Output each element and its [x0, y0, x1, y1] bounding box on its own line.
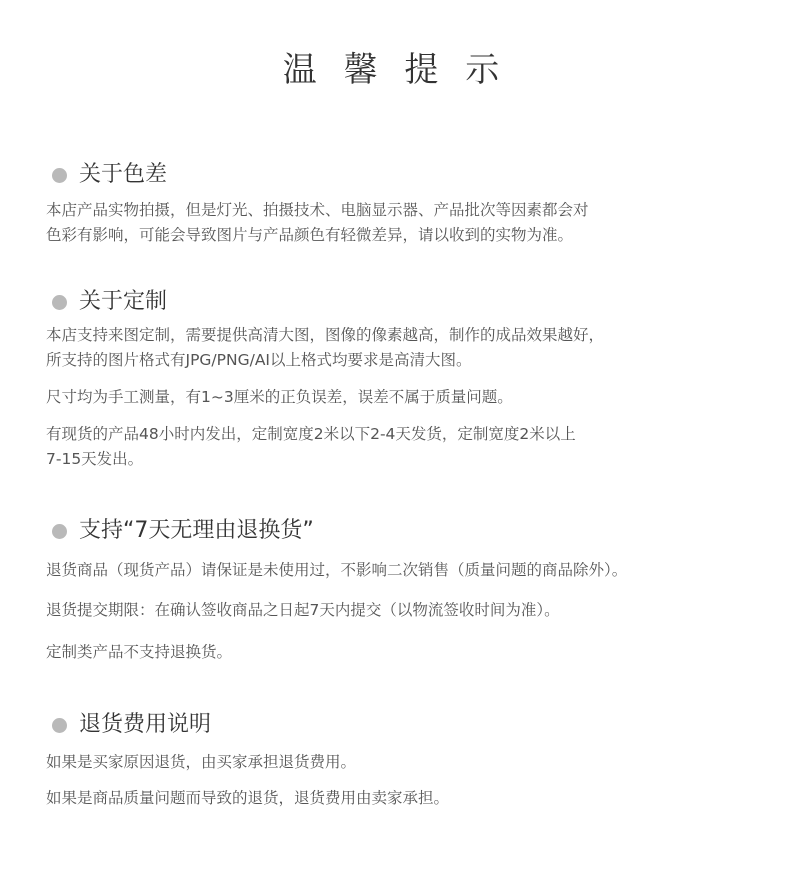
bullet-dot-icon [52, 295, 67, 310]
paragraph [46, 750, 356, 775]
heading-text: 支持“7天无理由退换货” [79, 518, 314, 543]
paragraph-line: 如果是买家原因退货，由买家承担退货费用。 [46, 753, 357, 771]
paragraph-line: 如果是商品质量问题而导致的退货，退货费用由卖家承担。 [46, 789, 450, 807]
paragraph-line: 有现货的产品48小时内发出，定制宽度2米以下2-4天发货，定制宽度2米以上 [46, 425, 576, 443]
paragraph [46, 598, 560, 623]
paragraph-line: 色彩有影响，可能会导致图片与产品颜色有轻微差异，请以收到的实物为准。 [46, 226, 574, 244]
paragraph [46, 323, 604, 373]
section-heading-customization [52, 287, 167, 317]
heading-text: 关于定制 [79, 289, 168, 314]
bullet-dot-icon [52, 718, 67, 733]
paragraph-line: 退货提交期限：在确认签收商品之日起7天内提交（以物流签收时间为准）。 [46, 601, 560, 619]
bullet-dot-icon [52, 168, 67, 183]
paragraph-line: 所支持的图片格式有JPG/PNG/AI以上格式均要求是高清大图。 [46, 351, 472, 369]
heading-text: 关于色差 [79, 162, 168, 187]
section-heading-return-fees [52, 710, 211, 740]
paragraph-line: 定制类产品不支持退换货。 [46, 643, 233, 661]
heading-text: 退货费用说明 [79, 712, 212, 737]
bullet-dot-icon [52, 524, 67, 539]
paragraph-line: 本店产品实物拍摄，但是灯光、拍摄技术、电脑显示器、产品批次等因素都会对 [46, 201, 589, 219]
paragraph [46, 558, 627, 583]
paragraph-line: 7-15天发出。 [46, 450, 144, 468]
page-title: 温 馨 提 示 [282, 50, 508, 90]
paragraph [46, 640, 232, 665]
section-heading-return-policy [52, 516, 314, 546]
section-heading-color-difference [52, 160, 167, 190]
paragraph-line: 退货商品（现货产品）请保证是未使用过，不影响二次销售（质量问题的商品除外）。 [46, 561, 628, 579]
paragraph-line: 尺寸均为手工测量，有1~3厘米的正负误差，误差不属于质量问题。 [46, 388, 513, 406]
paragraph [46, 198, 589, 248]
paragraph [46, 385, 513, 410]
paragraph [46, 786, 449, 811]
paragraph-line: 本店支持来图定制，需要提供高清大图，图像的像素越高，制作的成品效果越好， [46, 326, 605, 344]
paragraph [46, 422, 576, 472]
